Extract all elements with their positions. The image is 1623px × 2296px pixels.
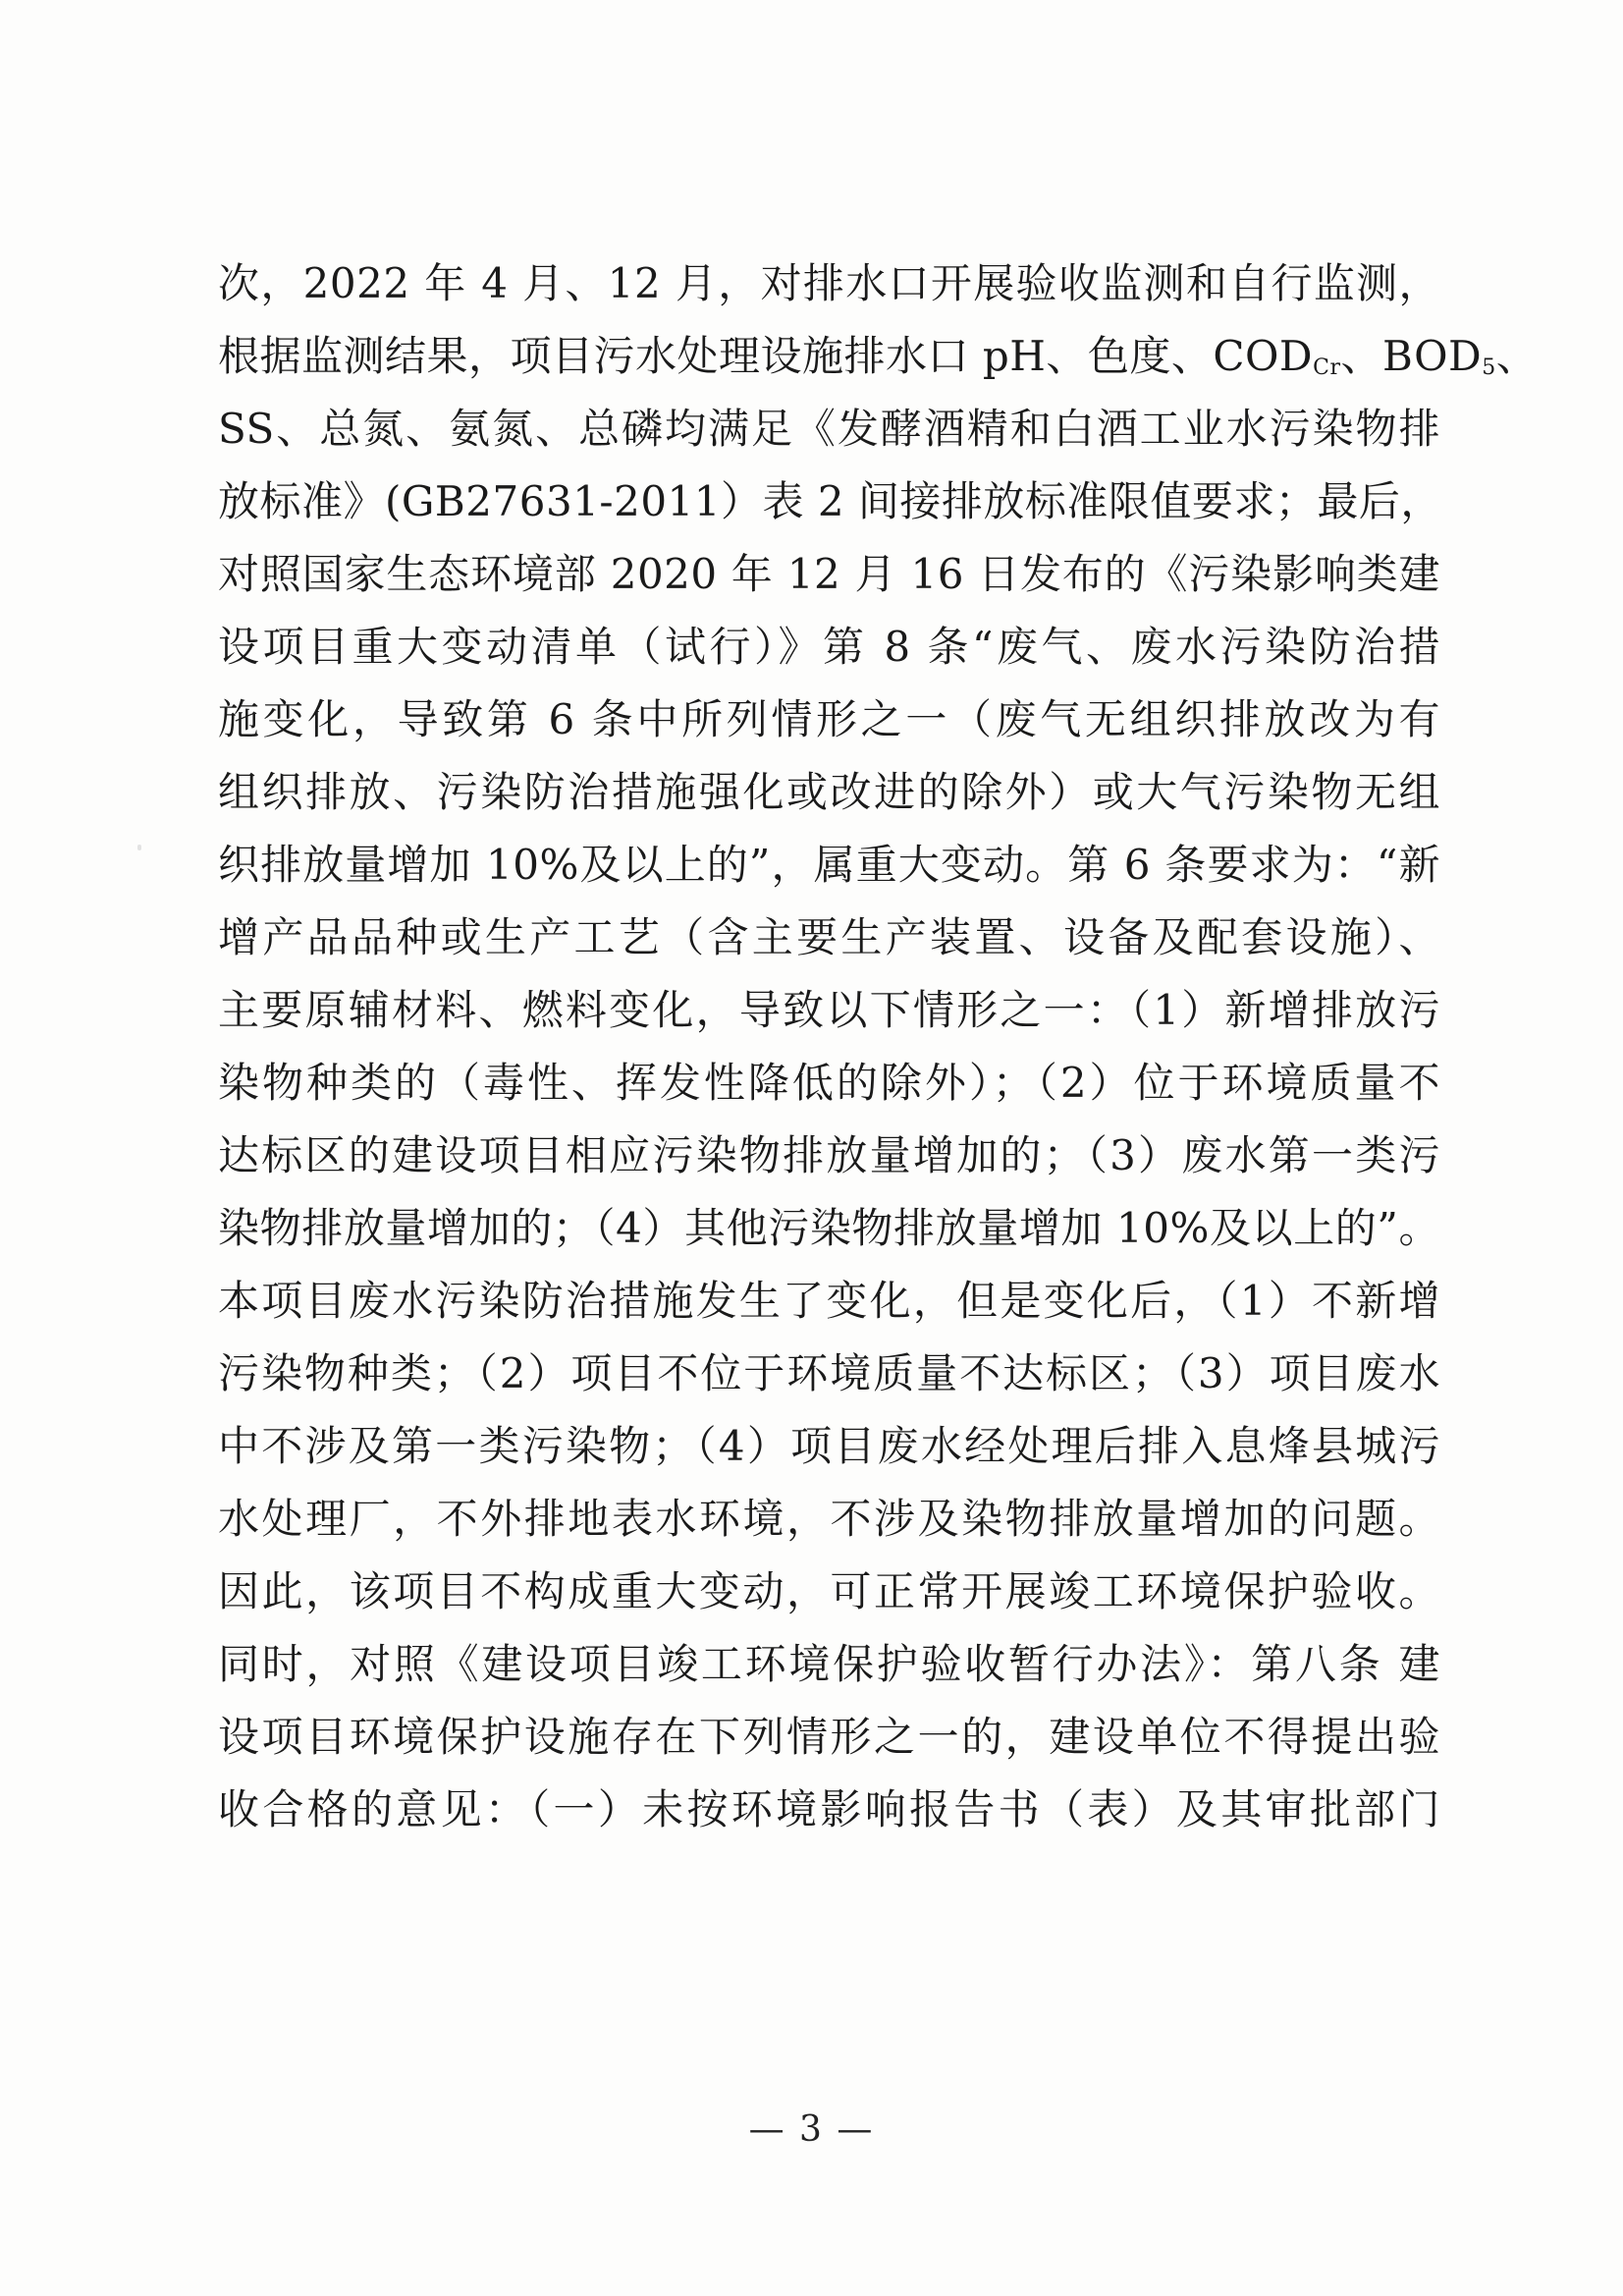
text-line: 次，2022 年 4 月、12 月，对排水口开展验收监测和自行监测， [218,259,1440,307]
text-line: 对照国家生态环境部 2020 年 12 月 16 日发布的《污染影响类建 [218,550,1440,598]
text-line: 收合格的意见：（一）未按环境影响报告书（表）及其审批部门 [218,1785,1440,1833]
text-line: 设项目重大变动清单（试行）》第 8 条“废气、废水污染防治措 [218,623,1440,671]
page-number: — 3 — [748,2109,875,2150]
subscript-cr: Cr [1313,355,1341,380]
text-line [218,320,1539,393]
text-line: 因此，该项目不构成重大变动，可正常开展竣工环境保护验收。 [218,1567,1440,1615]
text-line: 设项目环境保护设施存在下列情形之一的，建设单位不得提出验 [218,1713,1440,1761]
text-line: 同时，对照《建设项目竣工环境保护验收暂行办法》：第八条 建 [218,1640,1440,1688]
text-line: 染物种类的（毒性、挥发性降低的除外）；（2）位于环境质量不 [218,1059,1440,1107]
text-segment: 、 [1495,332,1539,380]
subscript-5: 5 [1482,355,1496,380]
text-line: 中不涉及第一类污染物；（4）项目废水经处理后排入息烽县城污 [218,1422,1440,1470]
text-line: 施变化，导致第 6 条中所列情形之一（废气无组织排放改为有 [218,695,1440,743]
text-line: 染物排放量增加的；（4）其他污染物排放量增加 10%及以上的”。 [218,1204,1440,1252]
scan-speck [137,845,141,850]
text-line: 织排放量增加 10%及以上的”，属重大变动。第 6 条要求为：“新 [218,841,1440,889]
text-line: 主要原辅材料、燃料变化，导致以下情形之一：（1）新增排放污 [218,986,1440,1034]
text-line: 达标区的建设项目相应污染物排放量增加的；（3）废水第一类污 [218,1131,1440,1179]
text-line: SS、总氮、氨氮、总磷均满足《发酵酒精和白酒工业水污染物排 [218,405,1440,453]
body-text [218,247,1539,1846]
text-line: 增产品品种或生产工艺（含主要生产装置、设备及配套设施）、 [218,913,1440,961]
text-segment: 根据监测结果，项目污水处理设施排水口 pH、色度、COD [218,332,1314,380]
text-line: 水处理厂，不外排地表水环境，不涉及染物排放量增加的问题。 [218,1495,1440,1543]
text-line: 污染物种类；（2）项目不位于环境质量不达标区；（3）项目废水 [218,1349,1440,1397]
text-line: 本项目废水污染防治措施发生了变化，但是变化后，（1）不新增 [218,1277,1440,1325]
text-line: 放标准》(GB27631-2011）表 2 间接排放标准限值要求；最后， [218,477,1442,525]
text-line: 组织排放、污染防治措施强化或改进的除外）或大气污染物无组 [218,768,1440,816]
text-segment: 、BOD [1340,332,1483,380]
